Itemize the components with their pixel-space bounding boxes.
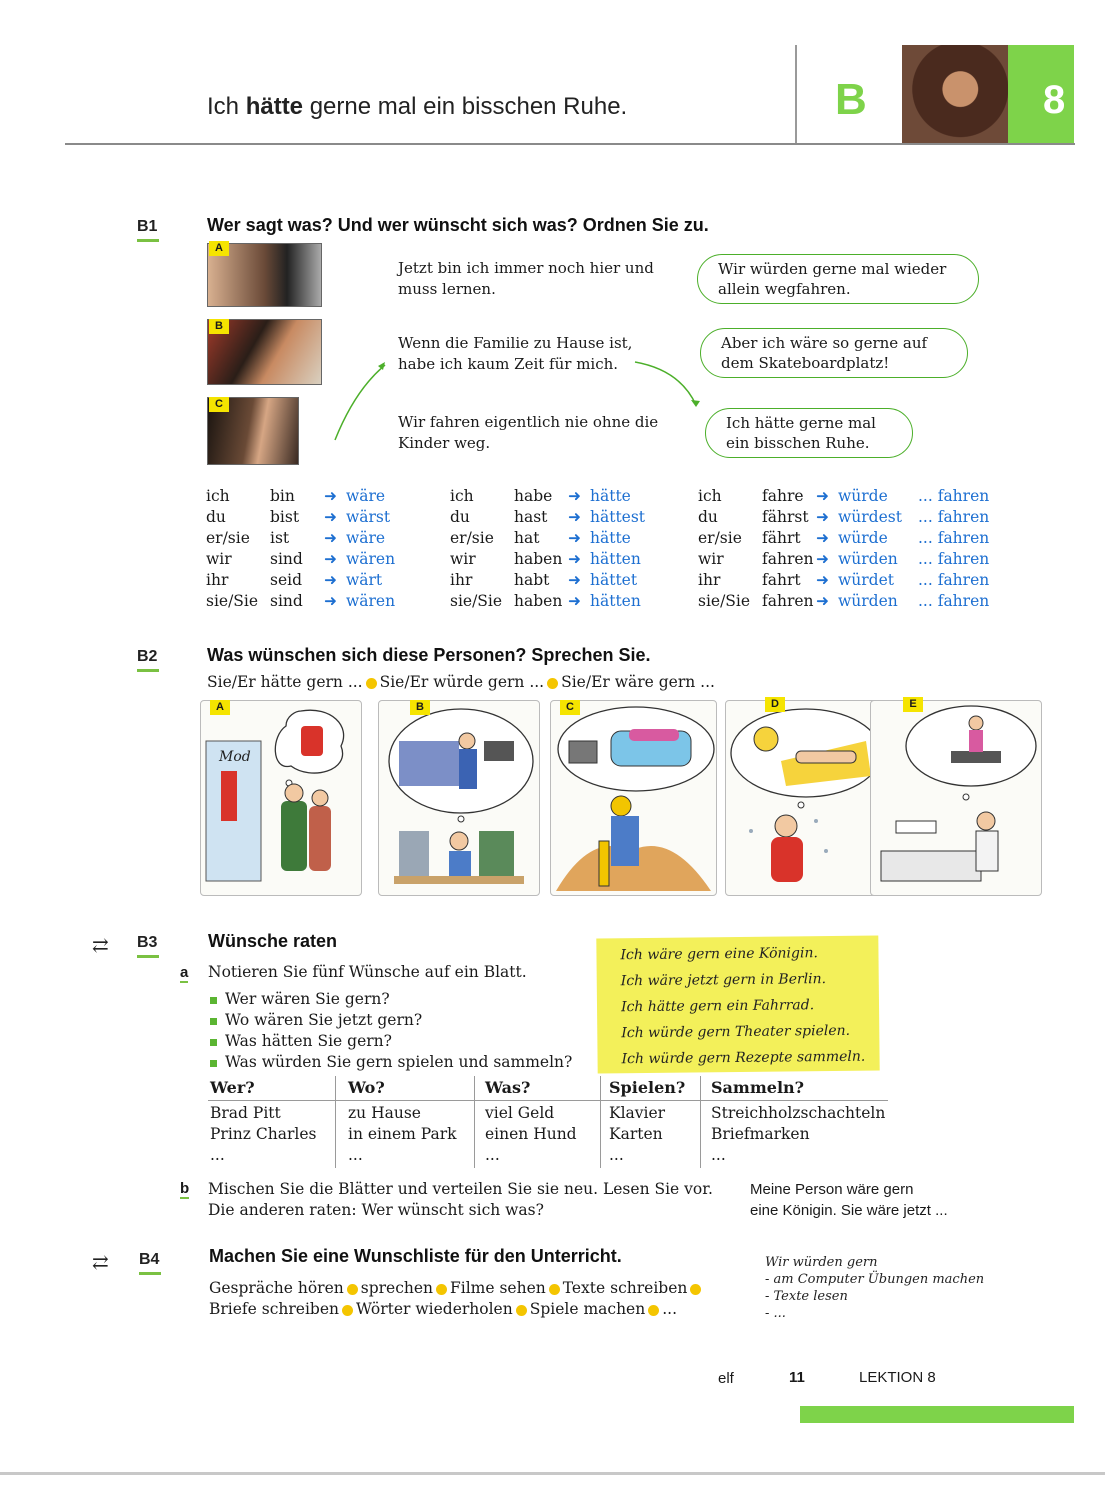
bullet-dot bbox=[690, 1284, 701, 1295]
pronoun: er/sie bbox=[206, 529, 250, 547]
worker-helmet bbox=[611, 796, 631, 816]
pronoun: du bbox=[206, 508, 226, 526]
pronoun: ihr bbox=[698, 571, 721, 589]
table-cell: Prinz Charles bbox=[210, 1125, 317, 1143]
arrow-icon: ➜ bbox=[324, 571, 337, 589]
lying-person bbox=[629, 729, 679, 741]
list-item: Wer wären Sie gern? bbox=[210, 989, 572, 1010]
lesson-number: 8 bbox=[1043, 78, 1066, 122]
pronoun: ich bbox=[206, 487, 230, 505]
pronoun: wir bbox=[698, 550, 724, 568]
table-cell: Briefmarken bbox=[711, 1125, 810, 1143]
heading-b3: Wünsche raten bbox=[208, 931, 338, 951]
pic-label-a: A bbox=[210, 700, 230, 715]
pic-label-c: C bbox=[560, 700, 580, 715]
shop-sign: Mod bbox=[219, 749, 251, 765]
patient-leg bbox=[896, 821, 936, 833]
task-letter-b: b bbox=[180, 1180, 190, 1197]
konjunktiv-form: hätte bbox=[590, 487, 631, 505]
footer-lesson: LEKTION 8 bbox=[859, 1369, 936, 1386]
infinitive: ... fahren bbox=[918, 550, 990, 568]
singer-body bbox=[459, 749, 477, 789]
verb-form: habt bbox=[514, 571, 550, 589]
verb-form: bin bbox=[270, 487, 295, 505]
example-line: eine Königin. Sie wäre jetzt ... bbox=[750, 1202, 948, 1219]
quote-2: Wenn die Familie zu Hause ist, habe ich kaum Zeit für mich. bbox=[398, 334, 633, 373]
snowflake bbox=[814, 819, 818, 823]
section-letter: B bbox=[835, 75, 867, 124]
table-cell: viel Geld bbox=[485, 1104, 555, 1122]
page-word: elf bbox=[718, 1370, 734, 1387]
konjunktiv-form: wäre bbox=[346, 529, 386, 547]
pic-label-d: D bbox=[765, 697, 785, 712]
task-a-text: Notieren Sie fünf Wünsche auf ein Blatt. bbox=[208, 963, 527, 981]
section-underline-b3 bbox=[137, 955, 159, 958]
table-cell: einen Hund bbox=[485, 1125, 577, 1143]
konjunktiv-form: hätten bbox=[590, 550, 641, 568]
nurse-body bbox=[976, 831, 998, 871]
stage-speaker bbox=[484, 741, 514, 761]
section-underline-b2 bbox=[137, 669, 159, 672]
section-number-b3: B3 bbox=[137, 934, 158, 951]
arrow-to-quote-2 bbox=[335, 365, 385, 440]
student-head bbox=[450, 832, 468, 850]
section-number-b4: B4 bbox=[139, 1251, 160, 1268]
photo-label-c: C bbox=[209, 397, 229, 412]
list-item: Was hätten Sie gern? bbox=[210, 1031, 572, 1052]
page-number: 11 bbox=[789, 1369, 805, 1386]
arrow-icon: ➜ bbox=[568, 529, 581, 547]
example-line: Meine Person wäre gern bbox=[750, 1181, 914, 1198]
header-rule bbox=[65, 143, 1075, 145]
conjugation-row bbox=[450, 549, 645, 570]
arrow-icon: ➜ bbox=[324, 592, 337, 610]
konjunktiv-form: hättest bbox=[590, 508, 646, 526]
runner-head bbox=[969, 716, 983, 730]
conjugation-row bbox=[206, 528, 395, 549]
conjugation-sein bbox=[206, 486, 395, 612]
conjugation-row bbox=[450, 507, 645, 528]
conjugation-haben bbox=[450, 486, 645, 612]
arrow-icon: ➜ bbox=[324, 529, 337, 547]
konjunktiv-form: wären bbox=[346, 592, 396, 610]
verb-form: fahrt bbox=[762, 571, 801, 589]
person-b-coat bbox=[309, 806, 331, 871]
quote-3: Wir fahren eigentlich nie ohne die Kinder weg. bbox=[398, 413, 659, 452]
konjunktiv-form: würdet bbox=[838, 571, 894, 589]
note-line: Ich wäre jetzt gern in Berlin. bbox=[620, 971, 827, 990]
bullet-square bbox=[210, 1039, 217, 1046]
table-cell: ... bbox=[609, 1146, 624, 1164]
konjunktiv-form: hättet bbox=[590, 571, 638, 589]
list-item: Was würden Sie gern spielen und sammeln? bbox=[210, 1052, 572, 1073]
pronoun: sie/Sie bbox=[698, 592, 751, 610]
verb-form: fahren bbox=[762, 550, 814, 568]
verb-form: fährt bbox=[762, 529, 801, 547]
activity-list bbox=[209, 1278, 704, 1320]
arrow-icon: ➜ bbox=[568, 487, 581, 505]
infinitive: ... fahren bbox=[918, 508, 990, 526]
bullet-dot bbox=[347, 1284, 358, 1295]
verb-form: habe bbox=[514, 487, 553, 505]
table-cell: zu Hause bbox=[348, 1104, 421, 1122]
person-a-coat bbox=[281, 801, 307, 871]
quote-1: Jetzt bin ich immer noch hier und muss lernen. bbox=[398, 259, 654, 298]
col-divider bbox=[474, 1076, 475, 1168]
activity-line: Gespräche hören sprechen Filme sehen Texte schreiben bbox=[209, 1278, 704, 1299]
arrowhead-1 bbox=[378, 362, 385, 370]
table-cell: Brad Pitt bbox=[210, 1104, 281, 1122]
section-number-b1: B1 bbox=[137, 218, 158, 235]
photo-label-b: B bbox=[209, 319, 229, 334]
arrow-icon: ➜ bbox=[816, 592, 829, 610]
cold-person-coat bbox=[771, 837, 803, 882]
verb-form: fährst bbox=[762, 508, 809, 526]
pronoun: wir bbox=[206, 550, 232, 568]
task-b-line: Die anderen raten: Wer wünscht sich was? bbox=[208, 1201, 544, 1219]
bullet-dot bbox=[547, 678, 558, 689]
wishlist-line: - am Computer Übungen machen bbox=[765, 1272, 985, 1287]
arrow-icon: ➜ bbox=[816, 487, 829, 505]
task-letter-a: a bbox=[180, 964, 189, 981]
note-line: Ich hätte gern ein Fahrrad. bbox=[620, 997, 815, 1016]
note-line: Ich wäre gern eine Königin. bbox=[620, 945, 818, 964]
sun-icon bbox=[754, 727, 778, 751]
conjugation-row bbox=[206, 570, 395, 591]
col-header-wer: Wer? bbox=[210, 1078, 255, 1097]
thought-dot-e bbox=[963, 794, 969, 800]
conjugation-row bbox=[206, 549, 395, 570]
phrase-line bbox=[207, 673, 715, 691]
mannequin-coat bbox=[221, 771, 237, 821]
conjugation-fahren bbox=[698, 486, 989, 612]
note-line: Ich würde gern Theater spielen. bbox=[621, 1022, 851, 1042]
infinitive: ... fahren bbox=[918, 529, 990, 547]
illustration-a bbox=[200, 700, 362, 896]
konjunktiv-form: wäre bbox=[346, 487, 386, 505]
table-header-row bbox=[208, 1076, 888, 1101]
konjunktiv-form: hätte bbox=[590, 529, 631, 547]
header-photo bbox=[902, 45, 1008, 143]
nurse-head bbox=[977, 812, 995, 830]
conjugation-row bbox=[450, 528, 645, 549]
verb-form: sind bbox=[270, 592, 303, 610]
arrow-icon: ➜ bbox=[324, 487, 337, 505]
footer-bar bbox=[800, 1406, 1074, 1423]
wishlist-line: - ... bbox=[765, 1306, 786, 1321]
photo-label-a: A bbox=[209, 241, 229, 256]
pronoun: wir bbox=[450, 550, 476, 568]
pronoun: du bbox=[698, 508, 718, 526]
verb-form: hat bbox=[514, 529, 540, 547]
pronoun: ihr bbox=[450, 571, 473, 589]
snowflake bbox=[824, 849, 828, 853]
task-b-line: Mischen Sie die Blätter und verteilen Sie sie neu. Lesen Sie vor. bbox=[208, 1180, 713, 1198]
table-cell: Klavier bbox=[609, 1104, 666, 1122]
conjugation-row bbox=[698, 528, 989, 549]
col-divider bbox=[700, 1076, 701, 1168]
wishlist-line: - Texte lesen bbox=[765, 1289, 848, 1304]
section-underline-b1 bbox=[137, 239, 159, 242]
heading-b4: Machen Sie eine Wunschliste für den Unterricht. bbox=[209, 1246, 622, 1266]
header-divider bbox=[795, 45, 797, 143]
col-header-spielen: Spielen? bbox=[609, 1078, 686, 1097]
handwritten-wishlist bbox=[765, 1254, 984, 1322]
col-divider bbox=[600, 1076, 601, 1168]
speech-bubble-3: Ich hätte gerne mal ein bisschen Ruhe. bbox=[705, 408, 913, 458]
arrow-icon: ➜ bbox=[816, 571, 829, 589]
wish-table bbox=[208, 1076, 888, 1168]
phrase-2: Sie/Er würde gern ... bbox=[379, 673, 545, 691]
col-header-was: Was? bbox=[485, 1078, 531, 1097]
konjunktiv-form: würde bbox=[838, 529, 888, 547]
treadmill bbox=[951, 751, 1001, 763]
conjugation-row bbox=[450, 486, 645, 507]
conjugation-row bbox=[698, 507, 989, 528]
heading-b2: Was wünschen sich diese Personen? Sprechen Sie. bbox=[207, 645, 651, 665]
snowflake bbox=[749, 829, 753, 833]
page-title: Ich hätte gerne mal ein bisschen Ruhe. bbox=[207, 93, 628, 120]
conjugation-row bbox=[698, 549, 989, 570]
task-b-text bbox=[208, 1179, 713, 1221]
verb-form: fahren bbox=[762, 592, 814, 610]
table-cell: in einem Park bbox=[348, 1125, 457, 1143]
verb-form: haben bbox=[514, 550, 563, 568]
illustration-c bbox=[550, 700, 717, 896]
cold-person-head bbox=[775, 815, 797, 837]
arrow-icon: ➜ bbox=[324, 550, 337, 568]
verb-form: bist bbox=[270, 508, 300, 526]
section-underline-b4 bbox=[139, 1272, 161, 1275]
konjunktiv-form: würdest bbox=[838, 508, 902, 526]
arrow-icon: ➜ bbox=[816, 550, 829, 568]
note-line: Ich würde gern Rezepte sammeln. bbox=[621, 1048, 866, 1068]
thought-dot-b bbox=[458, 816, 464, 822]
tv-icon bbox=[569, 741, 597, 763]
pronoun: ich bbox=[698, 487, 722, 505]
arrow-icon: ➜ bbox=[816, 508, 829, 526]
table-cell: ... bbox=[348, 1146, 363, 1164]
jacket-icon bbox=[301, 726, 323, 756]
bullet-dot bbox=[436, 1284, 447, 1295]
student-body bbox=[449, 851, 471, 876]
bullet-square bbox=[210, 997, 217, 1004]
phrase-1: Sie/Er hätte gern ... bbox=[207, 673, 363, 691]
arrow-icon: ➜ bbox=[324, 508, 337, 526]
arrow-icon: ➜ bbox=[568, 592, 581, 610]
arrow-to-bubble-3 bbox=[635, 362, 696, 405]
pronoun: sie/Sie bbox=[450, 592, 503, 610]
bullet-dot bbox=[366, 678, 377, 689]
bullet-dot bbox=[549, 1284, 560, 1295]
infinitive: ... fahren bbox=[918, 571, 990, 589]
thought-dot-d bbox=[798, 802, 804, 808]
pair-work-icon: ⇄ bbox=[92, 933, 109, 957]
pronoun: sie/Sie bbox=[206, 592, 259, 610]
table-cell: ... bbox=[711, 1146, 726, 1164]
phrase-3: Sie/Er wäre gern ... bbox=[561, 673, 715, 691]
verb-form: hast bbox=[514, 508, 548, 526]
illustration-d bbox=[725, 700, 887, 896]
konjunktiv-form: würden bbox=[838, 550, 898, 568]
conjugation-row bbox=[698, 486, 989, 507]
arrow-icon: ➜ bbox=[568, 550, 581, 568]
wishlist-line: Wir würden gern bbox=[765, 1255, 878, 1270]
illustration-b bbox=[378, 700, 540, 896]
conjugation-row bbox=[206, 591, 395, 612]
conjugation-row bbox=[698, 570, 989, 591]
page-bottom-edge bbox=[0, 1472, 1105, 1475]
pic-label-e: E bbox=[903, 697, 923, 712]
col-header-wo: Wo? bbox=[348, 1078, 385, 1097]
table-cell: Streichholzschachteln bbox=[711, 1104, 886, 1122]
konjunktiv-form: wären bbox=[346, 550, 396, 568]
matching-arrows bbox=[320, 350, 720, 450]
verb-form: fahre bbox=[762, 487, 804, 505]
speech-bubble-1: Wir würden gerne mal wieder allein wegfahren. bbox=[697, 254, 979, 304]
col-header-sammeln: Sammeln? bbox=[711, 1078, 805, 1097]
konjunktiv-form: würden bbox=[838, 592, 898, 610]
arrow-icon: ➜ bbox=[568, 508, 581, 526]
bullet-dot bbox=[342, 1305, 353, 1316]
conjugation-row bbox=[698, 591, 989, 612]
verb-form: sind bbox=[270, 550, 303, 568]
conjugation-row bbox=[450, 570, 645, 591]
crowd bbox=[399, 741, 459, 786]
speech-bubble-2: Aber ich wäre so gerne auf dem Skateboardplatz! bbox=[700, 328, 968, 378]
infinitive: ... fahren bbox=[918, 487, 990, 505]
conjugation-row bbox=[206, 507, 395, 528]
pronoun: du bbox=[450, 508, 470, 526]
verb-form: haben bbox=[514, 592, 563, 610]
col-divider bbox=[335, 1076, 336, 1168]
illustration-e bbox=[870, 700, 1042, 896]
arrow-icon: ➜ bbox=[816, 529, 829, 547]
runner-body bbox=[969, 730, 983, 752]
list-item: Wo wären Sie jetzt gern? bbox=[210, 1010, 572, 1031]
bullet-dot bbox=[516, 1305, 527, 1316]
activity-line: Briefe schreiben Wörter wiederholen Spiele machen ... bbox=[209, 1300, 677, 1318]
table-cell: ... bbox=[210, 1146, 225, 1164]
file-binders bbox=[479, 831, 514, 876]
pronoun: ich bbox=[450, 487, 474, 505]
section-number-b2: B2 bbox=[137, 648, 158, 665]
konjunktiv-form: wärt bbox=[346, 571, 383, 589]
pair-work-icon: ⇄ bbox=[92, 1250, 109, 1274]
pronoun: er/sie bbox=[450, 529, 494, 547]
table-cell: ... bbox=[485, 1146, 500, 1164]
hospital-bed bbox=[881, 851, 981, 881]
person-a-head bbox=[285, 784, 303, 802]
konjunktiv-form: würde bbox=[838, 487, 888, 505]
sunbather bbox=[796, 751, 856, 763]
person-b-head bbox=[312, 790, 328, 806]
conjugation-row bbox=[206, 486, 395, 507]
infinitive: ... fahren bbox=[918, 592, 990, 610]
conjugation-row bbox=[450, 591, 645, 612]
konjunktiv-form: wärst bbox=[346, 508, 391, 526]
konjunktiv-form: hätten bbox=[590, 592, 641, 610]
bullet-square bbox=[210, 1018, 217, 1025]
bullet-square bbox=[210, 1060, 217, 1067]
bullet-list bbox=[210, 989, 572, 1073]
example-speech bbox=[750, 1179, 948, 1221]
pic-label-b: B bbox=[410, 700, 430, 715]
pronoun: ihr bbox=[206, 571, 229, 589]
heading-b1: Wer sagt was? Und wer wünscht sich was? Ordnen Sie zu. bbox=[207, 215, 709, 235]
handwritten-note bbox=[596, 936, 879, 1074]
table-cell: Karten bbox=[609, 1125, 663, 1143]
jackhammer bbox=[599, 841, 609, 886]
pronoun: er/sie bbox=[698, 529, 742, 547]
bullet-dot bbox=[648, 1305, 659, 1316]
verb-form: ist bbox=[270, 529, 290, 547]
singer-head bbox=[459, 733, 475, 749]
verb-form: seid bbox=[270, 571, 303, 589]
desk bbox=[394, 876, 524, 884]
worker-body bbox=[611, 816, 639, 866]
arrow-icon: ➜ bbox=[568, 571, 581, 589]
arrowhead-2 bbox=[691, 400, 700, 407]
book-stack bbox=[399, 831, 429, 876]
